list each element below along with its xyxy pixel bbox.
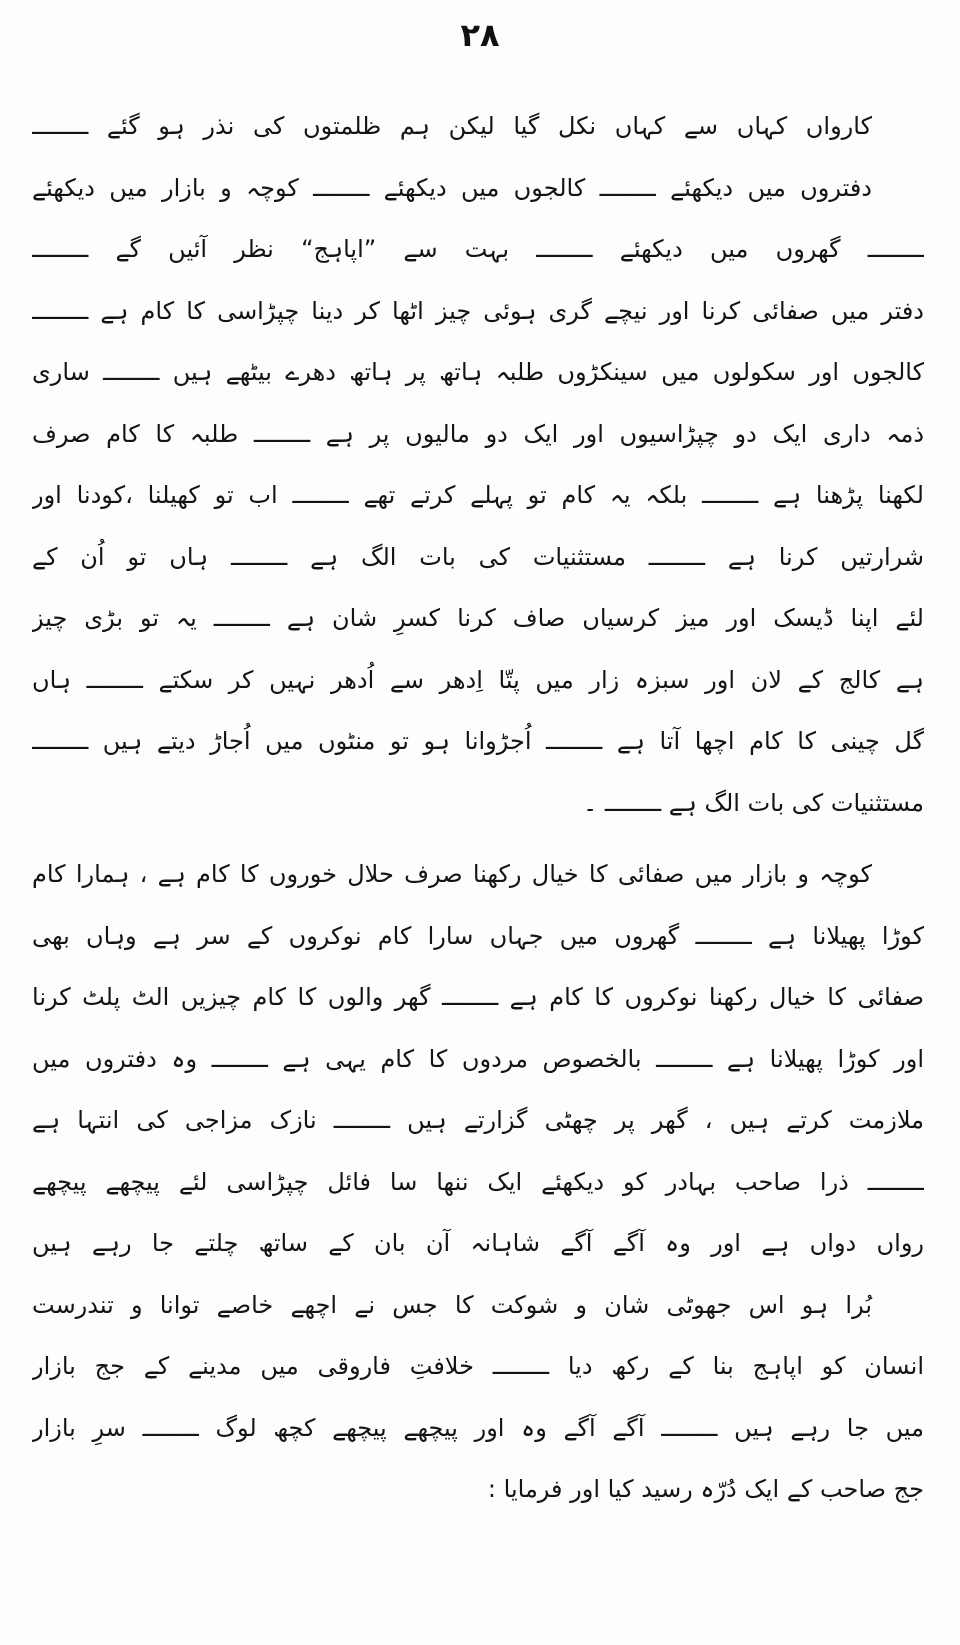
text-line: رواں دواں ہے اور وہ آگے آگے شاہانہ آن بان کے ساتھ چلتے جا رہے ہیں — [32, 1229, 924, 1257]
text-line: کالجوں اور سکولوں میں سینکڑوں طلبہ ہاتھ پر ہاتھ دھرے بیٹھے ہیں ــــــــ ساری — [32, 358, 924, 386]
text-line: کوڑا پھیلانا ہے ــــــــ گھروں میں جہاں سارا کام نوکروں کے سر ہے وہاں بھی — [32, 921, 924, 950]
text-line: کارواں کہاں سے کہاں نکل گیا لیکن ہم ظلمتوں کی نذر ہو گئے ــــــــ — [32, 112, 872, 140]
text-line: انسان کو اپاہج بنا کے رکھ دیا ــــــــ خلافتِ فاروقی میں مدینے کے جج بازار — [32, 1352, 924, 1380]
text-line: مستثنیات کی بات الگ ہے ــــــــ ۔ — [583, 788, 924, 817]
text-line: ــــــــ ذرا صاحب بہادر کو دیکھئے ایک ننھا سا فائل چپڑاسی لئے پیچھے پیچھے — [32, 1167, 924, 1196]
text-line: ذمہ داری ایک دو چپڑاسیوں اور ایک دو مالیوں پر ہے ــــــــ طلبہ کا کام صرف — [32, 419, 924, 448]
text-line: دفتر میں صفائی کرنا اور نیچے گری ہوئی چیز اٹھا کر دینا چپڑاسی کا کام ہے ــــــــ — [32, 296, 924, 325]
text-line: لئے اپنا ڈیسک اور میز کرسیاں صاف کرنا کسرِ شان ہے ــــــــ یہ تو بڑی چیز — [32, 604, 924, 632]
text-line: جج صاحب کے ایک دُرّہ رسید کیا اور فرمایا : — [487, 1475, 924, 1503]
text-line: کوچہ و بازار میں صفائی کا خیال رکھنا صرف حلال خوروں کا کام ہے ، ہمارا کام — [32, 860, 872, 888]
text-line: میں جا رہے ہیں ــــــــ آگے آگے وہ اور پیچھے پیچھے کچھ لوگ ــــــــ سرِ بازار — [32, 1413, 924, 1442]
text-block — [32, 96, 924, 1521]
text-line: بُرا ہو اس جھوٹی شان و شوکت کا جس نے اچھے خاصے توانا و تندرست — [32, 1290, 872, 1319]
text-line: ہے کالج کے لان اور سبزہ زار میں پتّا اِدھر سے اُدھر نہیں کر سکتے ــــــــ ہاں — [32, 665, 924, 694]
text-line: صفائی کا خیال رکھنا نوکروں کا کام ہے ــــــــ گھر والوں کا کام چیزیں الٹ پلٹ کرنا — [32, 983, 924, 1011]
text-line: لکھنا پڑھنا ہے ــــــــ بلکہ یہ کام تو پہلے کرتے تھے ــــــــ اب تو کھیلنا ،کودنا اور — [32, 481, 924, 509]
page-number: ۲۸ — [460, 16, 500, 54]
text-line: شرارتیں کرنا ہے ــــــــ مستثنیات کی بات الگ ہے ــــــــ ہاں تو اُن کے — [32, 542, 924, 571]
text-line: ــــــــ گھروں میں دیکھئے ــــــــ بہت سے ”اپاہج“ نظر آئیں گے ــــــــ — [32, 235, 924, 263]
text-line: گل چینی کا کام اچھا آتا ہے ــــــــ اُجڑوانا ہو تو منٹوں میں اُجاڑ دیتے ہیں ــــــــ — [32, 727, 924, 755]
text-line: ملازمت کرتے ہیں ، گھر پر چھٹی گزارتے ہیں ــــــــ نازک مزاجی کی انتہا ہے — [32, 1106, 924, 1134]
text-line: اور کوڑا پھیلانا ہے ــــــــ بالخصوص مردوں کا کام یہی ہے ــــــــ وہ دفتروں میں — [32, 1044, 924, 1073]
text-line: دفتروں میں دیکھئے ــــــــ کالجوں میں دیکھئے ــــــــ کوچہ و بازار میں دیکھئے — [32, 173, 872, 202]
